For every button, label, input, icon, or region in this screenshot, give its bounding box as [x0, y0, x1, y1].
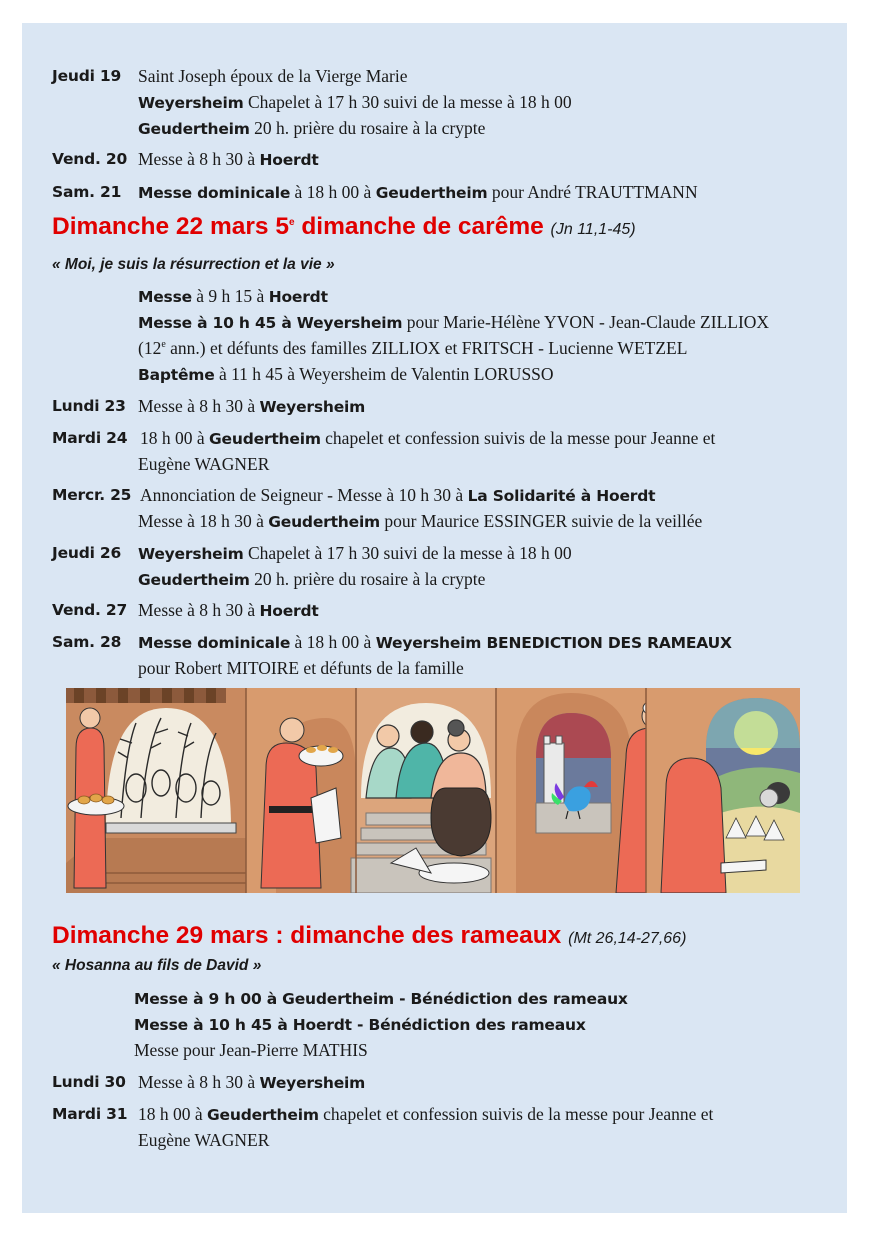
- mass-line: [134, 1039, 368, 1061]
- mass-line: [134, 1013, 586, 1036]
- mass-line: [134, 987, 628, 1010]
- text-segment: à 18 h 00 à: [290, 632, 376, 652]
- bold-segment: Messe à 9 h 00 à Geudertheim - Bénédiction des rameaux: [134, 990, 628, 1008]
- bold-segment: Messe: [138, 288, 192, 306]
- text-segment: ann.) et défunts des familles ZILLIOX et FRITSCH - Lucienne WETZEL: [165, 338, 688, 358]
- entry-line: [138, 65, 408, 87]
- text-segment: 20 h. prière du rosaire à la crypte: [249, 118, 486, 138]
- day-label: Sam. 28: [52, 633, 122, 651]
- text-segment: 18 h 00 à: [140, 428, 210, 448]
- sunday-heading-29: [52, 921, 686, 954]
- bold-segment: Geudertheim: [138, 571, 250, 589]
- mass-line: [138, 337, 687, 359]
- text-segment: Messe à 8 h 30 à: [138, 149, 260, 169]
- gospel-quote: « Moi, je suis la résurrection et la vie »: [52, 256, 335, 273]
- day-label: Lundi 30: [52, 1073, 126, 1091]
- entry-line: [138, 1071, 365, 1094]
- entry-line: [138, 1103, 713, 1126]
- text-segment: Messe à 18 h 30 à: [138, 511, 269, 531]
- heading-text-rest: dimanche de carême: [294, 213, 544, 240]
- bold-segment: Messe dominicale: [138, 184, 291, 202]
- bold-segment: Weyersheim BENEDICTION DES RAMEAUX: [375, 634, 732, 652]
- text-segment: pour Maurice ESSINGER suivie de la veillée: [380, 511, 703, 531]
- text-segment: Eugène WAGNER: [138, 454, 270, 474]
- bold-segment: Geudertheim: [268, 513, 381, 531]
- bold-segment: Weyersheim: [138, 94, 244, 112]
- gospel-quote: « Hosanna au fils de David »: [52, 957, 262, 974]
- heading-sup: e: [288, 216, 295, 228]
- bold-segment: Hoerdt: [259, 151, 319, 169]
- day-label: Jeudi 19: [52, 67, 122, 85]
- bold-segment: Hoerdt: [259, 602, 319, 620]
- entry-line: [138, 568, 485, 591]
- text-segment: Messe à 8 h 30 à: [138, 1072, 260, 1092]
- bold-segment: Messe à 10 h 45 à Hoerdt - Bénédiction des rameaux: [134, 1016, 586, 1034]
- day-label: Mardi 24: [52, 429, 128, 447]
- bold-segment: Baptême: [138, 366, 215, 384]
- text-segment: Messe à 8 h 30 à: [138, 600, 260, 620]
- text-segment: chapelet et confession suivis de la messe pour Jeanne et: [318, 1104, 714, 1124]
- entry-line: [138, 657, 464, 679]
- text-segment: Messe à 8 h 30 à: [138, 396, 260, 416]
- text-segment: pour Marie-Hélène YVON - Jean-Claude ZILLIOX: [402, 312, 770, 332]
- text-segment: Chapelet à 17 h 30 suivi de la messe à 18 h 00: [243, 543, 572, 563]
- entry-line: [138, 91, 572, 114]
- entry-line: [138, 395, 365, 418]
- day-label: Lundi 23: [52, 397, 126, 415]
- text-segment: Messe pour Jean-Pierre MATHIS: [134, 1040, 368, 1060]
- entry-line: [140, 484, 655, 507]
- text-segment: 20 h. prière du rosaire à la crypte: [249, 569, 486, 589]
- text-segment: Saint Joseph époux de la Vierge Marie: [138, 66, 408, 86]
- bold-segment: Hoerdt: [268, 288, 328, 306]
- gospel-reference: (Jn 11,1-45): [550, 221, 636, 238]
- day-label: Vend. 20: [52, 150, 128, 168]
- text-segment: à 9 h 15 à: [191, 286, 269, 306]
- bold-segment: Geudertheim: [138, 120, 250, 138]
- gospel-reference: (Mt 26,14-27,66): [568, 930, 687, 947]
- day-label: Sam. 21: [52, 183, 122, 201]
- bold-segment: Geudertheim: [207, 1106, 319, 1124]
- entry-line: [138, 1129, 269, 1151]
- text-segment: chapelet et confession suivis de la messe pour Jeanne et: [320, 428, 716, 448]
- heading-text: Dimanche 22 mars 5: [52, 213, 289, 240]
- mass-line: [138, 363, 554, 386]
- entry-line: [138, 599, 319, 622]
- bold-segment: Weyersheim: [259, 1074, 366, 1092]
- entry-line: [138, 148, 319, 171]
- entry-line: [138, 453, 269, 475]
- mass-line: [138, 311, 769, 334]
- day-label: Mardi 31: [52, 1105, 128, 1123]
- bold-segment: Weyersheim: [259, 398, 366, 416]
- heading-text: Dimanche 29 mars : dimanche des rameaux: [52, 922, 562, 949]
- bold-segment: Geudertheim: [375, 184, 488, 202]
- text-segment: à 18 h 00 à: [290, 182, 376, 202]
- entry-line: [138, 631, 732, 654]
- entry-line: [138, 510, 702, 533]
- bold-segment: Weyersheim: [138, 545, 244, 563]
- day-label: Mercr. 25: [52, 486, 132, 504]
- bold-segment: Messe à 10 h 45 à Weyersheim: [138, 314, 403, 332]
- text-segment: Eugène WAGNER: [138, 1130, 270, 1150]
- text-segment: Annonciation de Seigneur - Messe à 10 h 30 à: [140, 485, 468, 505]
- bold-segment: Geudertheim: [209, 430, 321, 448]
- entry-line: [138, 181, 698, 204]
- holy-week-illustration: [66, 688, 800, 893]
- entry-line: [138, 117, 485, 140]
- text-segment: pour André TRAUTTMANN: [487, 182, 698, 202]
- sunday-heading-22: [52, 212, 636, 245]
- superscript: e: [161, 339, 166, 351]
- text-segment: (12: [138, 338, 162, 358]
- entry-line: [138, 542, 572, 565]
- bold-segment: La Solidarité à Hoerdt: [467, 487, 656, 505]
- text-segment: pour Robert MITOIRE et défunts de la famille: [138, 658, 464, 678]
- entry-line: [140, 427, 715, 450]
- text-segment: Chapelet à 17 h 30 suivi de la messe à 18 h 00: [243, 92, 572, 112]
- text-segment: à 11 h 45 à Weyersheim de Valentin LORUSSO: [214, 364, 554, 384]
- text-segment: 18 h 00 à: [138, 1104, 208, 1124]
- day-label: Jeudi 26: [52, 544, 122, 562]
- mass-line: [138, 285, 328, 308]
- day-label: Vend. 27: [52, 601, 128, 619]
- bold-segment: Messe dominicale: [138, 634, 291, 652]
